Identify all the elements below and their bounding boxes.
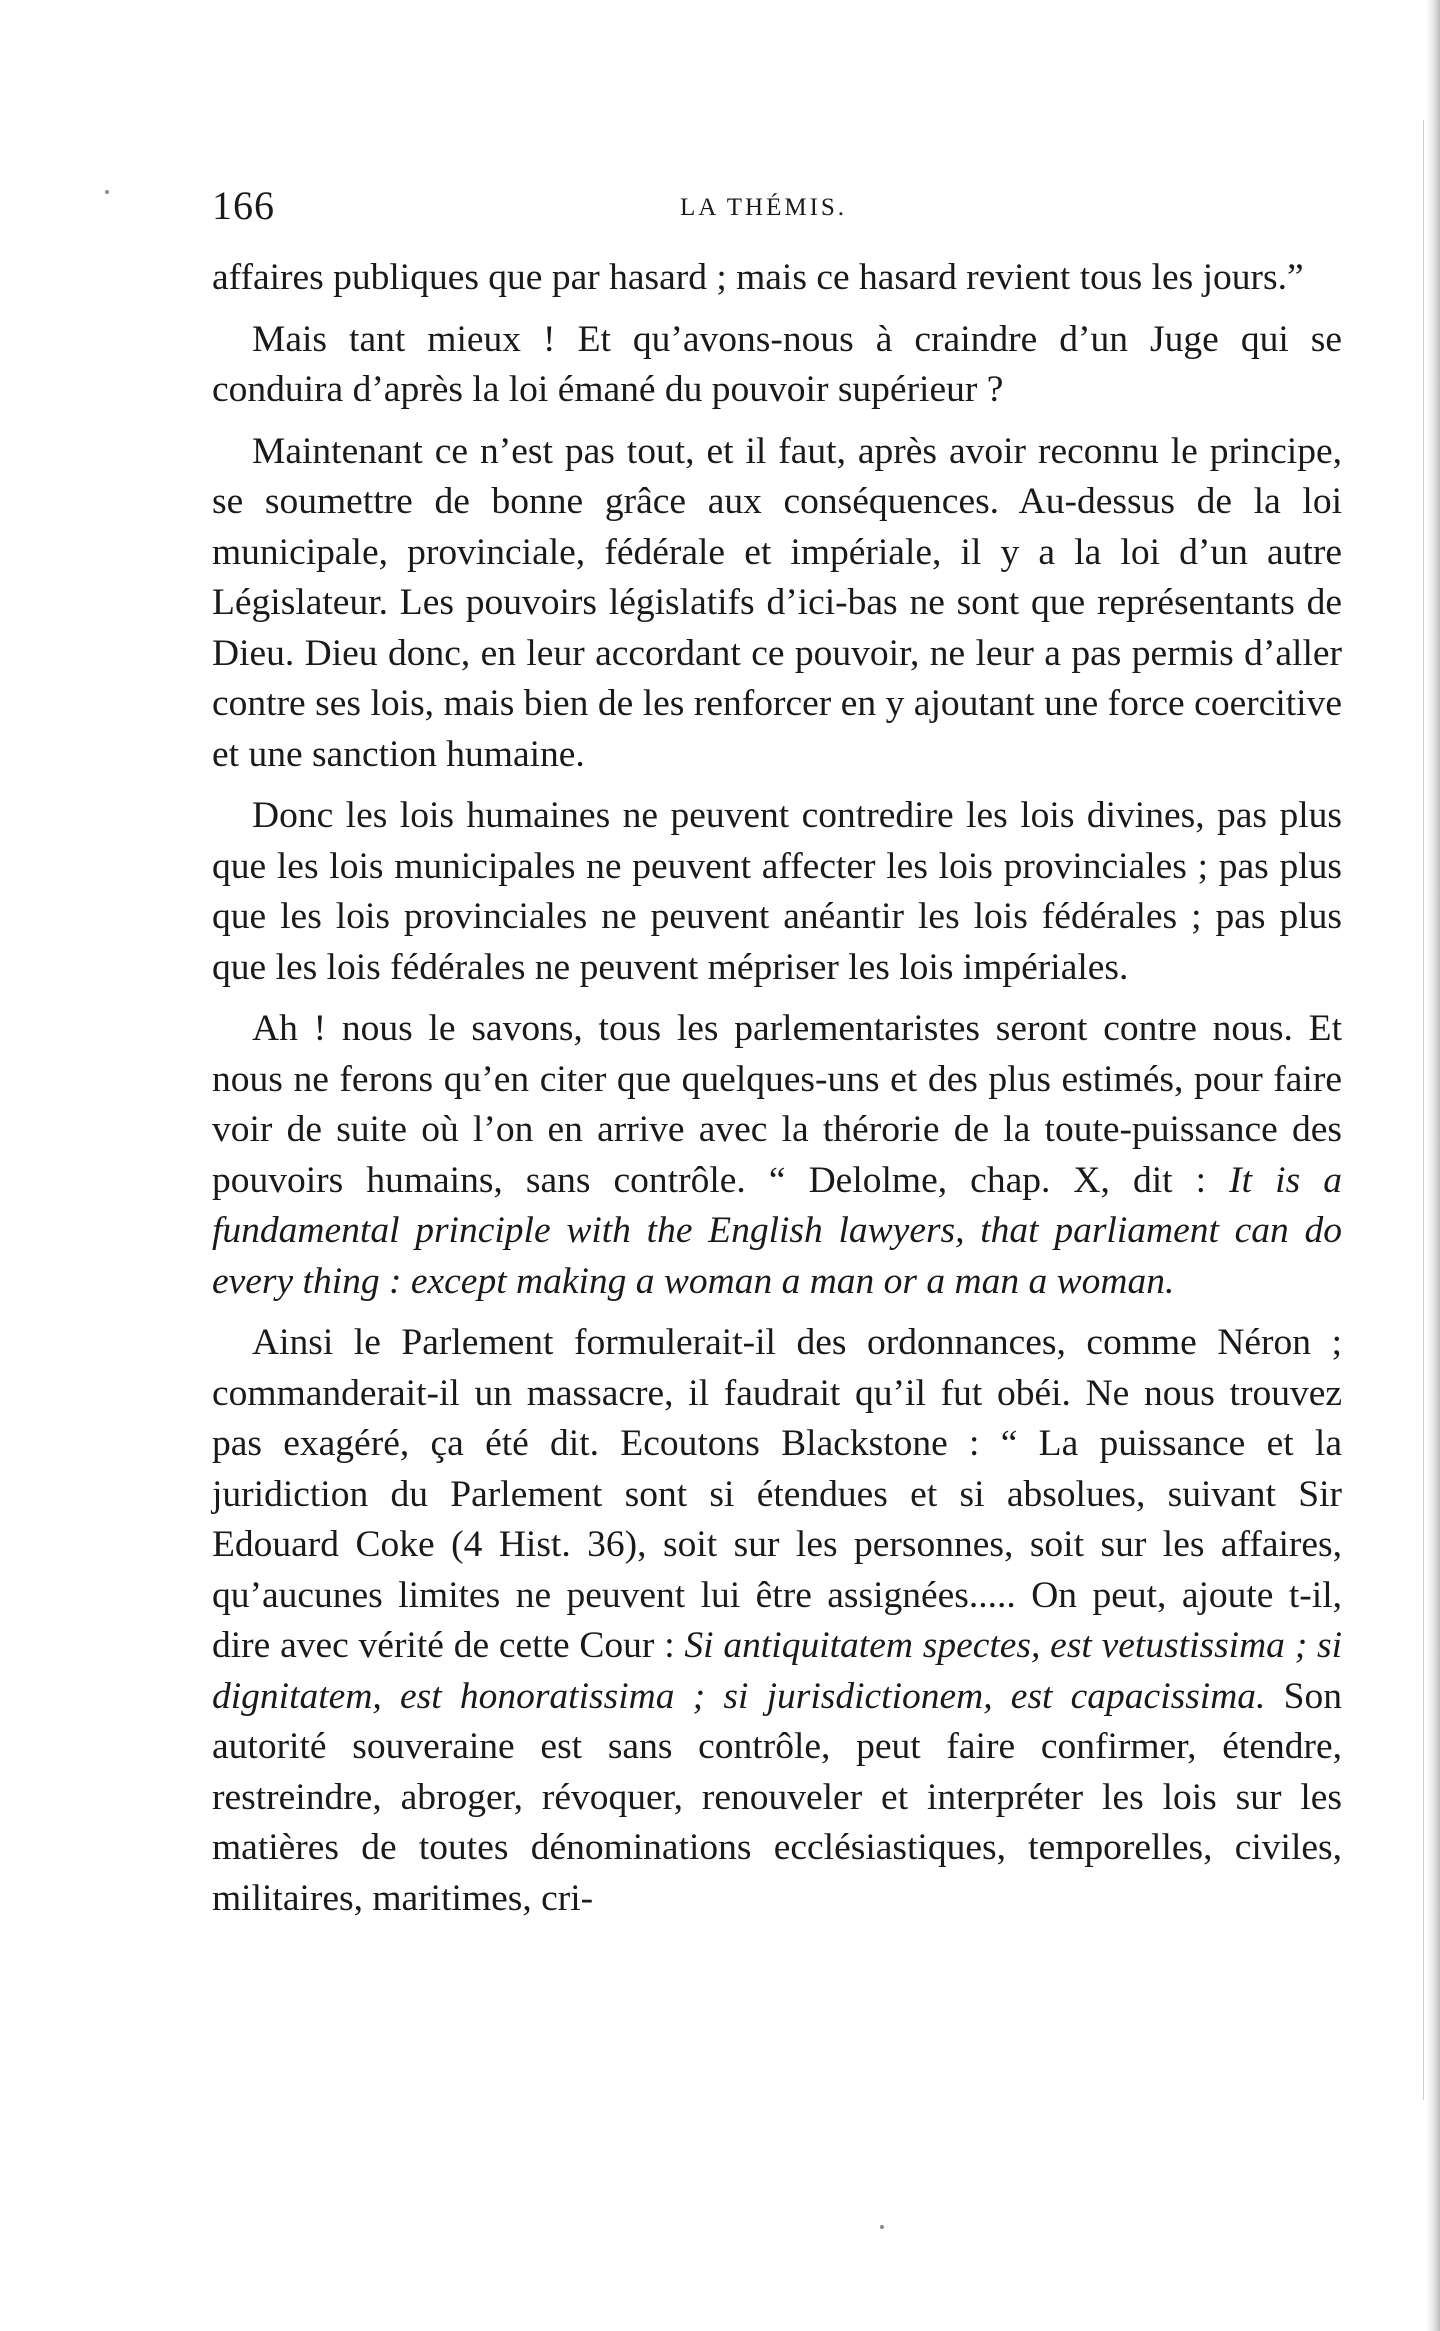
paragraph [212,427,1342,781]
italic-quotation: Si antiquitatem spectes, est vetustissima ; si dignitatem, est honoratissima ; si jurisdictionem, est capacissima. [212,1625,1342,1717]
page-number: 166 [212,183,275,228]
paragraph-text: Maintenant ce n’est pas tout, et il faut, après avoir reconnu le principe, se soumettre de bonne grâce aux conséquences. Au-dessus de la loi municipale, provinciale, fédérale et impériale, il y a la loi d’un autre Législateur. Les pouvoirs législatifs d’ici-bas ne sont que représentants de Dieu. Dieu donc, en leur accordant ce pouvoir, ne leur a pas permis d’aller contre ses lois, mais bien de les renforcer en y ajoutant une force coercitive et une sanction humaine. [212,430,1342,775]
page-header [212,182,1342,242]
italic-quotation: It is a fundamental principle with the English lawyers, that parliament can do every thing : except making a woman a man or a man a woman. [212,1159,1342,1302]
paragraph-text: Ainsi le Parlement formulerait-il des ordonnances, comme Néron ; commanderait-il un massacre, il faudrait qu’il fut obéi. Ne nous trouvez pas exagéré, ça été dit. Ecoutons Blackstone : “ La puissance et la juridiction du Parlement sont si étendues et si absolues, suivant Sir Edouard Coke (4 Hist. 36), soit sur les personnes, soit sur les affaires, qu’aucunes limites ne peuvent lui être assignées..... On peut, ajoute t-il, dire avec vérité de cette Cour : [212,1322,1342,1666]
paragraph [212,1004,1342,1307]
paragraph [212,1318,1342,1924]
paragraph-text: Mais tant mieux ! Et qu’avons-nous à craindre d’un Juge qui se conduira d’après la loi émané du pouvoir supérieur ? [212,318,1342,410]
body-text [212,253,1342,1924]
running-head: LA THÉMIS. [680,194,848,221]
paragraph-text: Son autorité souveraine est sans contrôle, peut faire confirmer, étendre, restreindre, abroger, révoquer, renouveler et interpréter les lois sur les matières de toutes dénominations ecclésiastiques, temporelles, civiles, militaires, maritimes, cri- [212,1675,1342,1919]
paper-speck [880,2225,884,2229]
paper-speck [105,190,109,194]
paragraph-text: Donc les lois humaines ne peuvent contredire les lois divines, pas plus que les lois municipales ne peuvent affecter les lois provinciales ; pas plus que les lois provinciales ne peuvent anéantir les lois fédérales ; pas plus que les lois fédérales ne peuvent mépriser les lois impériales. [212,795,1342,988]
paragraph [212,253,1342,304]
paragraph-text: Ah ! nous le savons, tous les parlementaristes seront contre nous. Et nous ne ferons qu’en citer que quelques-uns et des plus estimés, pour faire voir de suite où l’on en arrive avec la thérorie de la toute-puissance des pouvoirs humains, sans contrôle. “ Delolme, chap. X, dit : [212,1008,1342,1201]
paragraph [212,315,1342,416]
page-gutter-line [1423,120,1424,2100]
paragraph-text: affaires publiques que par hasard ; mais ce hasard revient tous les jours.” [212,257,1304,298]
page-edge-shadow [1426,0,1440,2331]
paragraph [212,791,1342,993]
